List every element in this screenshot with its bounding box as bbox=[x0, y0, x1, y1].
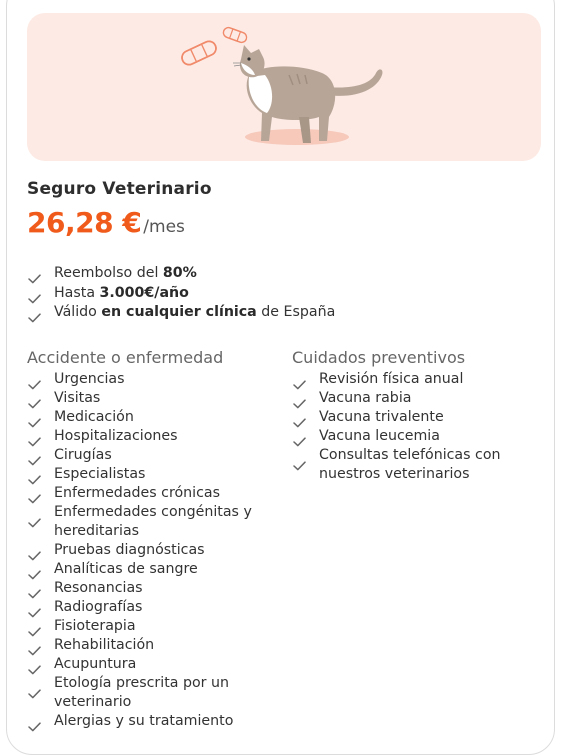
highlight-text: Reembolso del bbox=[54, 265, 163, 281]
list-item: hereditarias bbox=[54, 523, 140, 539]
list-item: Resonancias bbox=[54, 580, 143, 596]
list-item: Urgencias bbox=[54, 371, 125, 387]
highlight-item bbox=[54, 264, 197, 283]
list-item: veterinario bbox=[54, 694, 132, 710]
list-item: Acupuntura bbox=[54, 656, 137, 672]
list-item: Especialistas bbox=[54, 466, 146, 482]
highlight-text: Hasta bbox=[54, 285, 100, 301]
highlight-item bbox=[54, 284, 189, 303]
price-period: /mes bbox=[143, 217, 185, 237]
list-item: Vacuna rabia bbox=[319, 390, 412, 406]
highlight-bold: 3.000€/año bbox=[99, 285, 189, 301]
price-row bbox=[27, 206, 185, 239]
list-item: Enfermedades congénitas y bbox=[54, 504, 252, 520]
list-item: Cirugías bbox=[54, 447, 112, 463]
check-icon bbox=[28, 546, 41, 556]
highlight-text: de España bbox=[256, 304, 336, 320]
check-icon bbox=[28, 470, 41, 480]
list-item: Revisión física anual bbox=[319, 371, 464, 387]
check-icon bbox=[293, 375, 306, 385]
price-amount: 26,28 € bbox=[27, 206, 142, 239]
check-icon bbox=[28, 641, 41, 651]
highlight-bold: 80% bbox=[162, 265, 197, 281]
check-icon bbox=[28, 432, 41, 442]
check-icon bbox=[28, 451, 41, 461]
check-icon bbox=[28, 513, 41, 523]
bandage-icon bbox=[222, 26, 248, 44]
highlight-item bbox=[54, 303, 335, 322]
list-item: Rehabilitación bbox=[54, 637, 155, 653]
list-item: Hospitalizaciones bbox=[54, 428, 178, 444]
bandage-icon bbox=[180, 39, 219, 67]
check-icon bbox=[28, 565, 41, 575]
check-icon bbox=[28, 660, 41, 670]
accident-title: Accidente o enfermedad bbox=[27, 348, 224, 367]
highlight-text: Válido bbox=[54, 304, 102, 320]
list-item: Consultas telefónicas con bbox=[319, 447, 501, 463]
check-icon bbox=[28, 269, 41, 279]
check-icon bbox=[28, 289, 41, 299]
list-item: Pruebas diagnósticas bbox=[54, 542, 205, 558]
check-icon bbox=[28, 413, 41, 423]
check-icon bbox=[28, 394, 41, 404]
list-item: nuestros veterinarios bbox=[319, 466, 470, 482]
check-icon bbox=[293, 432, 306, 442]
check-icon bbox=[28, 584, 41, 594]
highlight-bold: en cualquier clínica bbox=[101, 304, 257, 320]
check-icon bbox=[28, 375, 41, 385]
list-item: Radiografías bbox=[54, 599, 143, 615]
preventive-title: Cuidados preventivos bbox=[292, 348, 466, 367]
list-item: Visitas bbox=[54, 390, 101, 406]
check-icon bbox=[293, 413, 306, 423]
list-item: Vacuna leucemia bbox=[319, 428, 440, 444]
check-icon bbox=[28, 308, 41, 318]
hero-banner bbox=[27, 13, 541, 161]
check-icon bbox=[28, 489, 41, 499]
list-item: Enfermedades crónicas bbox=[54, 485, 220, 501]
check-icon bbox=[28, 622, 41, 632]
check-icon bbox=[28, 717, 41, 727]
list-item: Fisioterapia bbox=[54, 618, 136, 634]
list-item: Analíticas de sangre bbox=[54, 561, 198, 577]
list-item: Vacuna trivalente bbox=[319, 409, 444, 425]
check-icon bbox=[293, 394, 306, 404]
check-icon bbox=[28, 603, 41, 613]
list-item: Medicación bbox=[54, 409, 134, 425]
check-icon bbox=[293, 456, 306, 466]
check-icon bbox=[28, 684, 41, 694]
product-title: Seguro Veterinario bbox=[27, 179, 212, 199]
list-item: Alergias y su tratamiento bbox=[54, 713, 234, 729]
cat-illustration bbox=[27, 13, 541, 161]
list-item: Etología prescrita por un bbox=[54, 675, 229, 691]
